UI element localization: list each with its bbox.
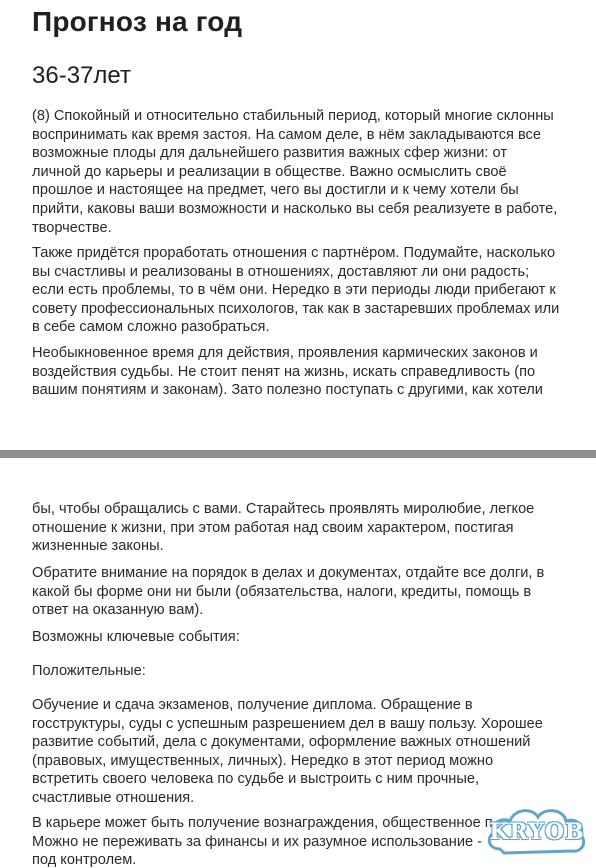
page-title: Прогноз на год: [32, 6, 243, 37]
paragraph-positive-events: Обучение и сдача экзаменов, получение диплома. Обращение в госструктуры, суды с успешным разрешением дел в вашу пользу. Хорошее развитие событий, дела с документами, оформление важных отношений (правовых, имущественных, личных). Нередко в этот период можно встретить своего человека по судьбе и выстроить с ним прочные, счастливые отношения.: [32, 697, 543, 806]
watermark-logo: [482, 801, 592, 863]
paragraph-karmic-laws: Необыкновенное время для действия, проявления кармических законов и воздействия судьбы. Не стоит пенят на жизнь, искать справедливость (по вашим понятиям и законам). Зато полезно поступать с другими, как хотели: [32, 345, 543, 399]
age-subtitle: 36-37лет: [32, 62, 131, 89]
paragraph-order-documents: Обратите внимание на порядок в делах и документах, отдайте все долги, в какой бы форме они ни были (обязательства, налоги, кредиты, помощь в ответ на оказанную вам).: [32, 565, 545, 619]
paragraph-key-events-heading: Возможны ключевые события:: [32, 629, 240, 645]
watermark-text: KRYOB: [489, 819, 585, 845]
paragraph-positive-heading: Положительные:: [32, 663, 146, 679]
page-divider: [0, 450, 596, 458]
paragraph-partner-relations: Также придётся проработать отношения с партнёром. Подумайте, насколько вы счастливы и реализованы в отношениях, доставляют ли они радость; если есть проблемы, то в чём они. Нередко в эти периоды люди прибегают к совету профессиональных психологов, так как в застаревших проблемах или в себе самом сложно разобраться.: [32, 245, 560, 336]
paragraph-career: В карьере может быть получение вознаграждения, общественное п Можно не переживать за финансы и их разумное использование - под контролем.: [32, 815, 493, 867]
paragraph-continuation: бы, чтобы обращались с вами. Старайтесь проявлять миролюбие, легкое отношение к жизни, при этом работая над своим характером, постигая жизненные законы.: [32, 501, 535, 555]
paragraph-period-description: (8) Спокойный и относительно стабильный период, который многие склонны воспринимать как время застоя. На самом деле, в нём закладываются все возможные плоды для дальнейшего развития важных сфер жизни: от личной до карьеры и реализации в обществе. Важно осмыслить своё прошлое и настоящее на предмет, чего вы достигли и к чему хотели бы прийти, каковы ваши возможности и насколько вы себя реализуете в работе, творчестве.: [32, 108, 558, 236]
